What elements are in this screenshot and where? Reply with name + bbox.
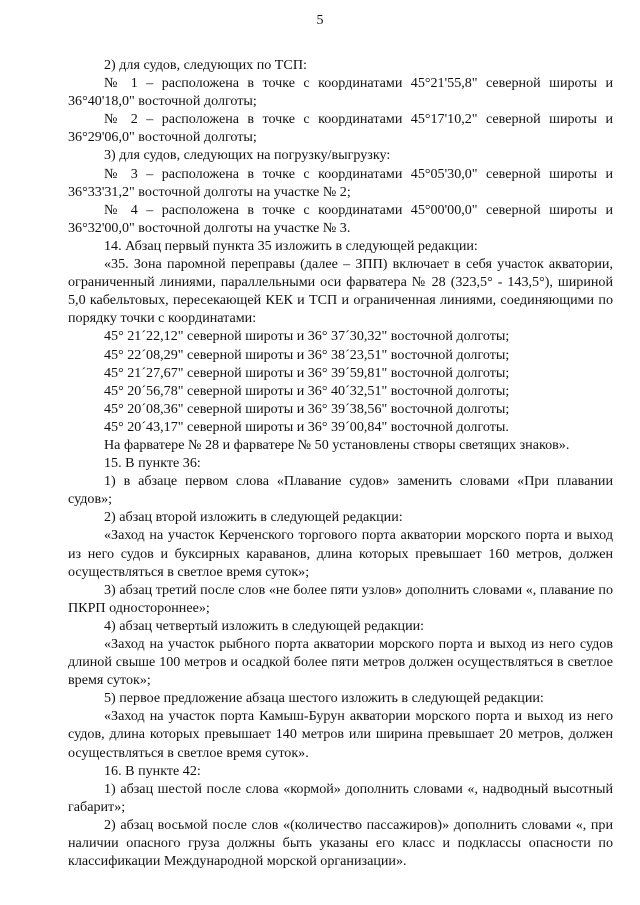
paragraph-fishing-port: «Заход на участок рыбного порта акватории морского порта и выход из него судов длиной свыше 100 метров и осадкой более пяти метров должен осуществляться в светлое время суток»; bbox=[68, 636, 613, 689]
paragraph-loading-heading: 3) для судов, следующих на погрузку/выгрузку: bbox=[104, 147, 391, 164]
coordinate-line: 45° 20´56,78" северной широты и 36° 40´32,51" восточной долготы; bbox=[104, 382, 510, 399]
document-body bbox=[68, 56, 613, 870]
paragraph-point-3: № 3 – расположена в точке с координатами 45°05'30,0" северной широты и 36°33'31,2" восточной долготы на участке № 2; bbox=[68, 165, 613, 200]
paragraph-item-14: 14. Абзац первый пункта 35 изложить в следующей редакции: bbox=[104, 237, 478, 254]
coordinate-line: 45° 21´27,67" северной широты и 36° 39´59,81" восточной долготы; bbox=[104, 364, 510, 381]
coordinate-line: 45° 21´22,12" северной широты и 36° 37´30,32" восточной долготы; bbox=[104, 328, 510, 345]
paragraph-item-15-1: 1) в абзаце первом слова «Плавание судов» заменить словами «При плавании судов»; bbox=[68, 473, 613, 508]
paragraph-item-16: 16. В пункте 42: bbox=[104, 762, 201, 779]
paragraph-item-15-4: 4) абзац четвертый изложить в следующей редакции: bbox=[104, 617, 425, 634]
paragraph-item-16-2: 2) абзац восьмой после слов «(количество пассажиров)» дополнить словами «, при наличии опасного груза должны быть указаны его класс и подклассы опасности по классификации Международной морской организации». bbox=[68, 816, 613, 870]
paragraph-item-15: 15. В пункте 36: bbox=[104, 455, 201, 472]
paragraph-item-16-1: 1) абзац шестой после слова «кормой» дополнить словами «, надводный высотный габарит»; bbox=[68, 780, 613, 815]
paragraph-point-4: № 4 – расположена в точке с координатами 45°00'00,0" северной широты и 36°32'00,0" восточной долготы на участке № 3. bbox=[68, 201, 613, 236]
paragraph-item-15-2: 2) абзац второй изложить в следующей редакции: bbox=[104, 509, 403, 526]
paragraph-point-2: № 2 – расположена в точке с координатами 45°17'10,2" северной широты и 36°29'06,0" восточной долготы; bbox=[68, 111, 613, 146]
coordinate-line: 45° 22´08,29" северной широты и 36° 38´23,51" восточной долготы; bbox=[104, 346, 510, 363]
coordinate-line: 45° 20´08,36" северной широты и 36° 39´38,56" восточной долготы; bbox=[104, 400, 510, 417]
page-number: 5 bbox=[316, 13, 324, 28]
paragraph-fairway-signs: На фарватере № 28 и фарватере № 50 установлены створы светящих знаков». bbox=[104, 436, 570, 453]
paragraph-kerch-port: «Заход на участок Керченского торгового порта акватории морского порта и выход из него судов и буксирных караванов, длина которых превышает 160 метров, должен осуществляться в светлое время суток»; bbox=[68, 527, 613, 580]
paragraph-item-15-5: 5) первое предложение абзаца шестого изложить в следующей редакции: bbox=[104, 690, 544, 707]
paragraph-kamysh-burun: «Заход на участок порта Камыш-Бурун акватории морского порта и выход из него судов, длина которых превышает 140 метров или ширина превышает 20 метров, должен осуществляться в светлое время суток». bbox=[68, 708, 613, 761]
paragraph-tsp-heading: 2) для судов, следующих по ТСП: bbox=[104, 57, 307, 73]
paragraph-item-15-3: 3) абзац третий после слов «не более пяти узлов» дополнить словами «, плавание по ПКРП одностороннее»; bbox=[68, 581, 613, 616]
paragraph-point-1: № 1 – расположена в точке с координатами 45°21'55,8" северной широты и 36°40'18,0" восточной долготы; bbox=[68, 75, 613, 110]
paragraph-ferry-zone: «35. Зона паромной переправы (далее – ЗПП) включает в себя участок акватории, ограниченный линиями, параллельными оси фарватера № 28 (323,5° - 143,5°), шириной 5,0 кабельтовых, пересекающей КЕК и ТСП и ограниченная линиями, соединяющими по порядку точки с координатами: bbox=[68, 256, 613, 327]
coordinate-line: 45° 20´43,17" северной широты и 36° 39´00,84" восточной долготы. bbox=[104, 418, 509, 435]
